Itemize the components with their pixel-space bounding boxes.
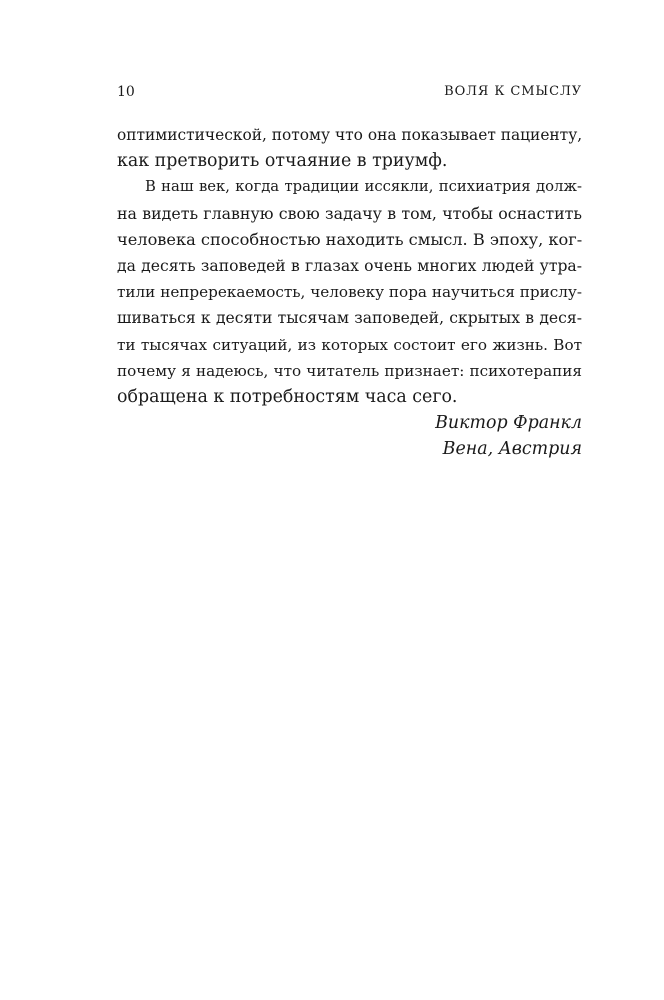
text-line: человека способностью находить смысл. В эпоху, ког- bbox=[117, 229, 583, 249]
signature-author: Виктор Франкл bbox=[435, 413, 582, 434]
text-line: как претворить отчаяние в триумф. bbox=[117, 151, 448, 172]
signature-place: Вена, Австрия bbox=[442, 439, 582, 460]
body-text bbox=[117, 122, 582, 462]
text-line: на видеть главную свою задачу в том, чтобы оснастить bbox=[117, 203, 582, 223]
text-line: оптимистической, потому что она показывает пациенту, bbox=[117, 126, 583, 144]
text-line: тили непререкаемость, человеку пора научиться прислу- bbox=[117, 283, 582, 302]
running-head bbox=[117, 84, 582, 104]
page-number: 10 bbox=[117, 84, 135, 100]
text-line: В наш век, когда традиции иссякли, психиатрия долж- bbox=[145, 178, 582, 196]
text-line: почему я надеюсь, что читатель признает: психотерапия bbox=[117, 361, 582, 380]
text-line: да десять заповедей в глазах очень многих людей утра- bbox=[117, 256, 582, 275]
text-line: ти тысячах ситуаций, из которых состоит его жизнь. Вот bbox=[117, 335, 582, 354]
text-line: шиваться к десяти тысячам заповедей, скрытых в деся- bbox=[117, 309, 582, 328]
text-line: обращена к потребностям часа сего. bbox=[117, 386, 458, 407]
book-title: ВОЛЯ К СМЫСЛУ bbox=[444, 84, 582, 99]
